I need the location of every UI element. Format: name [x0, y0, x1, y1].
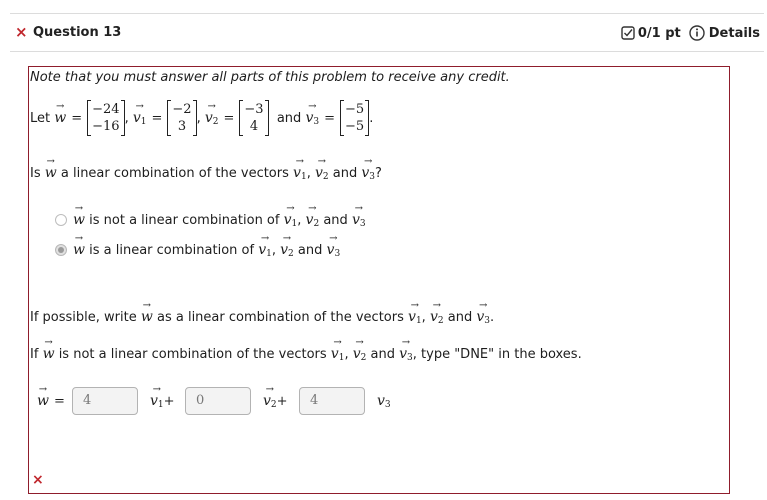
score-area: [621, 25, 760, 41]
v1-entry-2: 3: [177, 119, 187, 134]
v3-vector: [340, 100, 369, 136]
wrong-answer-icon: ×: [32, 472, 44, 488]
w-vector: [87, 100, 124, 136]
info-icon[interactable]: [689, 25, 705, 41]
v2-symbol: v → $_2$: [204, 100, 219, 127]
option-is-combination-label[interactable]: w → is a linear combination of v → $_1$, v → $_2$ and v → $_3$: [73, 233, 341, 259]
instruction-write: If possible, write w → as a linear combination of the vectors v → $_1$, v → $_2$ and v → $_3$.: [30, 300, 495, 326]
coefficient-2-input[interactable]: 0: [185, 387, 251, 415]
incorrect-icon: ×: [15, 23, 28, 41]
and-label: and: [276, 110, 302, 126]
v3-entry-1: −5: [345, 102, 365, 117]
question-title: Question 13: [33, 25, 122, 40]
question-header: [10, 20, 764, 48]
option-not-combination-label[interactable]: w → is not a linear combination of v → $_1$, v → $_2$ and v → $_3$: [73, 203, 366, 229]
instruction-dne: If w → is not a linear combination of the vectors v → $_1$, v → $_2$ and v → $_3$, type "DNE" in the boxes.: [30, 337, 582, 363]
v2-entry-2: 4: [249, 119, 259, 134]
answer-w-equals: w → =: [37, 384, 65, 409]
w-entry-1: −24: [92, 102, 120, 117]
v3-label: $v_3$: [377, 393, 391, 410]
v2-entry-1: −3: [244, 102, 264, 117]
option-not-combination-radio[interactable]: [55, 214, 67, 226]
credit-note: Note that you must answer all parts of this problem to receive any credit.: [30, 70, 510, 85]
top-divider: [10, 13, 764, 14]
v3-entry-2: −5: [345, 119, 365, 134]
let-label: Let: [30, 110, 51, 126]
v2-vector: [239, 100, 268, 136]
v3-symbol: v → $_3$: [305, 100, 320, 127]
v1-vector: [167, 100, 196, 136]
w-entry-2: −16: [92, 119, 120, 134]
coefficient-1-input[interactable]: 4: [72, 387, 138, 415]
details-link[interactable]: Details: [708, 25, 760, 41]
vector-definitions: Let w → = −24 −16 , v → $_1$ = −2 3 , v → $_2$ = −3 4 and v → $_3$ = −5 −5 .: [30, 100, 374, 134]
question-text: Is w → a linear combination of the vectors v → $_1$, v → $_2$ and v → $_3$?: [30, 156, 382, 182]
option-is-combination-radio[interactable]: [55, 244, 67, 256]
v1-symbol: v → $_1$: [132, 100, 147, 127]
w-symbol: w →: [54, 101, 67, 126]
coefficient-3-input[interactable]: 4: [299, 387, 365, 415]
score-text: 0/1 pt: [637, 25, 681, 41]
header-divider: [10, 51, 764, 52]
checkbox-icon: [621, 26, 635, 40]
v2-plus-label: v → $_2$+: [263, 384, 288, 410]
v1-plus-label: v → $_1$+: [150, 384, 175, 410]
v1-entry-1: −2: [172, 102, 192, 117]
